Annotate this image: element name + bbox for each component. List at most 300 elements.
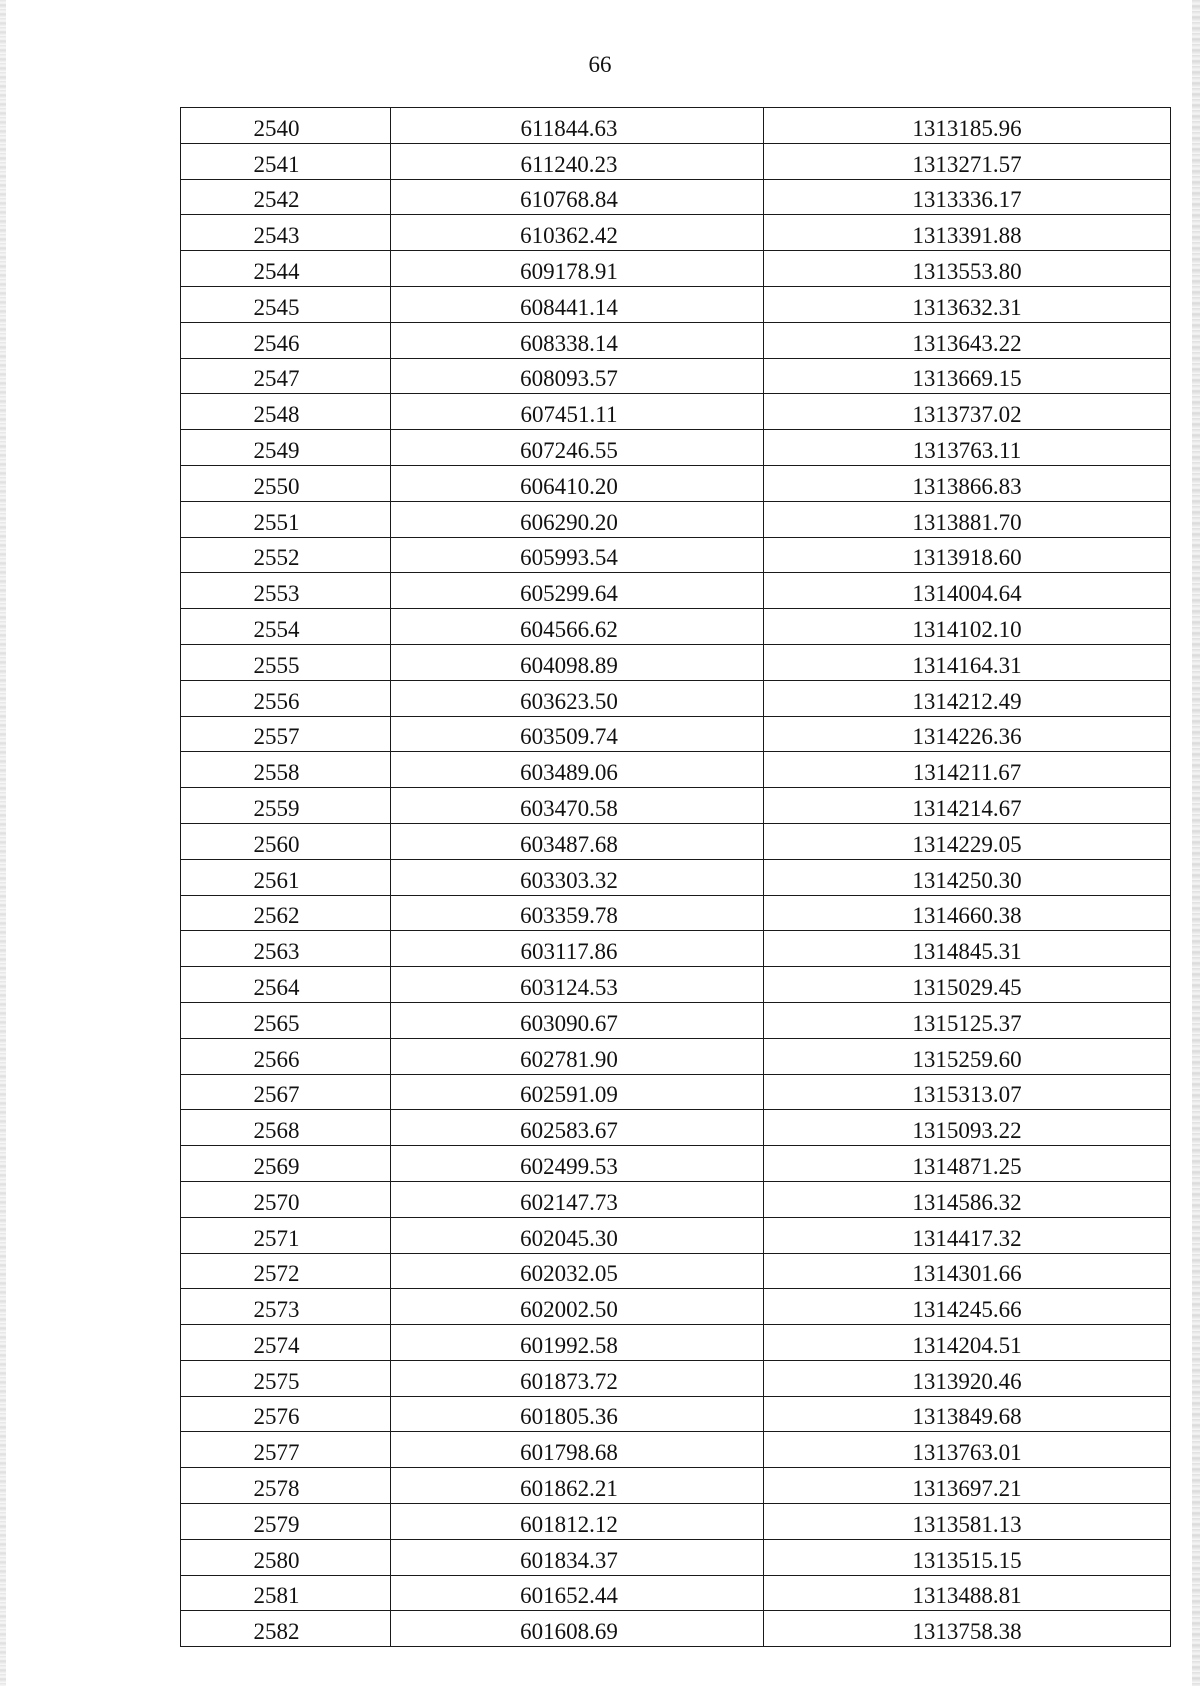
coordinates-table-body	[181, 108, 1171, 1647]
point-id-cell-text: 2575	[253, 1368, 300, 1394]
point-id-cell	[181, 465, 391, 501]
table-row	[181, 716, 1171, 752]
y-coordinate-cell-text: 1313632.31	[912, 294, 1022, 320]
y-coordinate-cell	[764, 465, 1171, 501]
point-id-cell-text: 2551	[253, 509, 300, 535]
point-id-cell	[181, 537, 391, 573]
point-id-cell-text: 2541	[253, 151, 300, 177]
x-coordinate-cell-text: 603623.50	[520, 688, 618, 714]
point-id-cell-text: 2577	[253, 1440, 300, 1466]
y-coordinate-cell-text: 1313737.02	[912, 402, 1022, 428]
x-coordinate-cell-text: 605299.64	[520, 581, 618, 607]
table-row	[181, 1504, 1171, 1540]
point-id-cell-text: 2578	[253, 1476, 300, 1502]
y-coordinate-cell-text: 1314229.05	[912, 831, 1022, 857]
table-row	[181, 1611, 1171, 1647]
y-coordinate-cell-text: 1313849.68	[912, 1404, 1022, 1430]
x-coordinate-cell-text: 603470.58	[520, 795, 618, 821]
point-id-cell	[181, 967, 391, 1003]
point-id-cell	[181, 251, 391, 287]
x-coordinate-cell-text: 602045.30	[520, 1225, 618, 1251]
y-coordinate-cell-text: 1314211.67	[912, 760, 1022, 786]
table-row	[181, 1146, 1171, 1182]
y-coordinate-cell-text: 1313336.17	[912, 187, 1022, 213]
y-coordinate-cell	[764, 1110, 1171, 1146]
point-id-cell-text: 2569	[253, 1153, 300, 1179]
table-row	[181, 1253, 1171, 1289]
x-coordinate-cell-text: 601834.37	[520, 1547, 618, 1573]
point-id-cell	[181, 430, 391, 466]
x-coordinate-cell	[391, 251, 764, 287]
point-id-cell	[181, 1468, 391, 1504]
point-id-cell-text: 2549	[253, 437, 300, 463]
table-row	[181, 823, 1171, 859]
point-id-cell	[181, 1074, 391, 1110]
x-coordinate-cell	[391, 1611, 764, 1647]
x-coordinate-cell-text: 606290.20	[520, 509, 618, 535]
point-id-cell	[181, 716, 391, 752]
y-coordinate-cell-text: 1315259.60	[912, 1046, 1022, 1072]
table-row	[181, 1289, 1171, 1325]
x-coordinate-cell	[391, 358, 764, 394]
table-row	[181, 394, 1171, 430]
y-coordinate-cell-text: 1313881.70	[912, 509, 1022, 535]
point-id-cell	[181, 609, 391, 645]
point-id-cell-text: 2565	[253, 1010, 300, 1036]
x-coordinate-cell	[391, 1002, 764, 1038]
point-id-cell-text: 2554	[253, 616, 300, 642]
table-row	[181, 537, 1171, 573]
table-row	[181, 1325, 1171, 1361]
point-id-cell-text: 2574	[253, 1332, 300, 1358]
x-coordinate-cell-text: 603090.67	[520, 1010, 618, 1036]
point-id-cell-text: 2546	[253, 330, 300, 356]
y-coordinate-cell	[764, 1038, 1171, 1074]
point-id-cell	[181, 1432, 391, 1468]
x-coordinate-cell	[391, 430, 764, 466]
x-coordinate-cell	[391, 1038, 764, 1074]
y-coordinate-cell	[764, 1611, 1171, 1647]
table-row	[181, 573, 1171, 609]
x-coordinate-cell	[391, 1468, 764, 1504]
x-coordinate-cell	[391, 1504, 764, 1540]
x-coordinate-cell-text: 602499.53	[520, 1153, 618, 1179]
x-coordinate-cell-text: 602032.05	[520, 1261, 618, 1287]
point-id-cell	[181, 322, 391, 358]
point-id-cell-text: 2545	[253, 294, 300, 320]
point-id-cell	[181, 1146, 391, 1182]
point-id-cell-text: 2573	[253, 1297, 300, 1323]
point-id-cell-text: 2561	[253, 867, 300, 893]
point-id-cell-text: 2567	[253, 1082, 300, 1108]
x-coordinate-cell-text: 602591.09	[520, 1082, 618, 1108]
x-coordinate-cell-text: 601812.12	[520, 1511, 618, 1537]
y-coordinate-cell-text: 1313581.13	[912, 1511, 1022, 1537]
y-coordinate-cell	[764, 143, 1171, 179]
y-coordinate-cell	[764, 501, 1171, 537]
table-row	[181, 1468, 1171, 1504]
x-coordinate-cell	[391, 823, 764, 859]
point-id-cell-text: 2542	[253, 187, 300, 213]
y-coordinate-cell	[764, 644, 1171, 680]
point-id-cell	[181, 1575, 391, 1611]
y-coordinate-cell-text: 1314214.67	[912, 795, 1022, 821]
x-coordinate-cell	[391, 644, 764, 680]
x-coordinate-cell-text: 607246.55	[520, 437, 618, 463]
table-row	[181, 609, 1171, 645]
point-id-cell-text: 2562	[253, 903, 300, 929]
point-id-cell-text: 2582	[253, 1619, 300, 1645]
x-coordinate-cell-text: 601992.58	[520, 1332, 618, 1358]
table-row	[181, 680, 1171, 716]
point-id-cell-text: 2576	[253, 1404, 300, 1430]
point-id-cell	[181, 895, 391, 931]
y-coordinate-cell-text: 1313669.15	[912, 366, 1022, 392]
x-coordinate-cell	[391, 1325, 764, 1361]
x-coordinate-cell-text: 601608.69	[520, 1619, 618, 1645]
point-id-cell-text: 2548	[253, 402, 300, 428]
x-coordinate-cell	[391, 322, 764, 358]
x-coordinate-cell	[391, 1539, 764, 1575]
x-coordinate-cell-text: 611844.63	[520, 115, 618, 141]
point-id-cell	[181, 394, 391, 430]
table-row	[181, 1432, 1171, 1468]
x-coordinate-cell	[391, 1181, 764, 1217]
x-coordinate-cell	[391, 143, 764, 179]
point-id-cell	[181, 358, 391, 394]
table-row	[181, 1181, 1171, 1217]
point-id-cell	[181, 1253, 391, 1289]
x-coordinate-cell-text: 609178.91	[520, 258, 618, 284]
y-coordinate-cell	[764, 251, 1171, 287]
point-id-cell	[181, 1360, 391, 1396]
y-coordinate-cell	[764, 322, 1171, 358]
table-row	[181, 179, 1171, 215]
y-coordinate-cell-text: 1313488.81	[912, 1583, 1022, 1609]
table-row	[181, 644, 1171, 680]
x-coordinate-cell-text: 604566.62	[520, 616, 618, 642]
x-coordinate-cell-text: 611240.23	[520, 151, 618, 177]
point-id-cell-text: 2550	[253, 473, 300, 499]
x-coordinate-cell-text: 603509.74	[520, 724, 618, 750]
y-coordinate-cell-text: 1313918.60	[912, 545, 1022, 571]
y-coordinate-cell	[764, 1539, 1171, 1575]
point-id-cell	[181, 143, 391, 179]
table-row	[181, 108, 1171, 144]
table-row	[181, 286, 1171, 322]
y-coordinate-cell-text: 1315125.37	[912, 1010, 1022, 1036]
point-id-cell-text: 2560	[253, 831, 300, 857]
y-coordinate-cell-text: 1313758.38	[912, 1619, 1022, 1645]
point-id-cell	[181, 1504, 391, 1540]
x-coordinate-cell-text: 603117.86	[520, 939, 618, 965]
x-coordinate-cell-text: 608338.14	[520, 330, 618, 356]
y-coordinate-cell	[764, 680, 1171, 716]
y-coordinate-cell	[764, 1253, 1171, 1289]
x-coordinate-cell	[391, 1575, 764, 1611]
y-coordinate-cell	[764, 358, 1171, 394]
point-id-cell	[181, 1038, 391, 1074]
table-row	[181, 788, 1171, 824]
point-id-cell	[181, 1181, 391, 1217]
y-coordinate-cell	[764, 788, 1171, 824]
y-coordinate-cell	[764, 179, 1171, 215]
x-coordinate-cell-text: 605993.54	[520, 545, 618, 571]
x-coordinate-cell	[391, 716, 764, 752]
y-coordinate-cell	[764, 1217, 1171, 1253]
y-coordinate-cell	[764, 1146, 1171, 1182]
point-id-cell	[181, 108, 391, 144]
x-coordinate-cell-text: 603303.32	[520, 867, 618, 893]
point-id-cell	[181, 286, 391, 322]
x-coordinate-cell	[391, 1253, 764, 1289]
x-coordinate-cell	[391, 967, 764, 1003]
y-coordinate-cell-text: 1313391.88	[912, 223, 1022, 249]
y-coordinate-cell	[764, 752, 1171, 788]
y-coordinate-cell-text: 1314245.66	[912, 1297, 1022, 1323]
point-id-cell-text: 2557	[253, 724, 300, 750]
x-coordinate-cell-text: 601652.44	[520, 1583, 618, 1609]
coordinates-table	[180, 107, 1171, 1647]
point-id-cell	[181, 215, 391, 251]
point-id-cell	[181, 644, 391, 680]
y-coordinate-cell	[764, 716, 1171, 752]
table-row	[181, 215, 1171, 251]
y-coordinate-cell	[764, 1289, 1171, 1325]
point-id-cell	[181, 179, 391, 215]
y-coordinate-cell-text: 1313920.46	[912, 1368, 1022, 1394]
point-id-cell-text: 2568	[253, 1118, 300, 1144]
table-row	[181, 501, 1171, 537]
y-coordinate-cell	[764, 430, 1171, 466]
y-coordinate-cell-text: 1313763.01	[912, 1440, 1022, 1466]
y-coordinate-cell	[764, 1002, 1171, 1038]
y-coordinate-cell	[764, 1575, 1171, 1611]
table-row	[181, 895, 1171, 931]
x-coordinate-cell-text: 603359.78	[520, 903, 618, 929]
point-id-cell	[181, 1217, 391, 1253]
point-id-cell	[181, 859, 391, 895]
y-coordinate-cell-text: 1313763.11	[912, 437, 1022, 463]
point-id-cell	[181, 788, 391, 824]
x-coordinate-cell	[391, 895, 764, 931]
y-coordinate-cell-text: 1313866.83	[912, 473, 1022, 499]
point-id-cell	[181, 501, 391, 537]
point-id-cell-text: 2566	[253, 1046, 300, 1072]
point-id-cell	[181, 931, 391, 967]
x-coordinate-cell	[391, 680, 764, 716]
y-coordinate-cell-text: 1313185.96	[912, 115, 1022, 141]
x-coordinate-cell-text: 610768.84	[520, 187, 618, 213]
table-row	[181, 143, 1171, 179]
table-row	[181, 1074, 1171, 1110]
x-coordinate-cell-text: 608441.14	[520, 294, 618, 320]
y-coordinate-cell	[764, 609, 1171, 645]
y-coordinate-cell	[764, 1181, 1171, 1217]
y-coordinate-cell-text: 1314660.38	[912, 903, 1022, 929]
x-coordinate-cell	[391, 1289, 764, 1325]
table-row	[181, 967, 1171, 1003]
x-coordinate-cell-text: 602147.73	[520, 1189, 618, 1215]
point-id-cell-text: 2558	[253, 760, 300, 786]
x-coordinate-cell-text: 601862.21	[520, 1476, 618, 1502]
table-row	[181, 251, 1171, 287]
x-coordinate-cell	[391, 1360, 764, 1396]
y-coordinate-cell-text: 1313515.15	[912, 1547, 1022, 1573]
x-coordinate-cell	[391, 752, 764, 788]
table-row	[181, 1575, 1171, 1611]
x-coordinate-cell	[391, 931, 764, 967]
table-row	[181, 859, 1171, 895]
y-coordinate-cell-text: 1314226.36	[912, 724, 1022, 750]
table-row	[181, 1002, 1171, 1038]
point-id-cell	[181, 1396, 391, 1432]
y-coordinate-cell	[764, 1468, 1171, 1504]
y-coordinate-cell	[764, 1396, 1171, 1432]
y-coordinate-cell	[764, 1432, 1171, 1468]
x-coordinate-cell	[391, 537, 764, 573]
y-coordinate-cell	[764, 286, 1171, 322]
table-row	[181, 1539, 1171, 1575]
point-id-cell	[181, 1539, 391, 1575]
point-id-cell-text: 2559	[253, 795, 300, 821]
y-coordinate-cell	[764, 1360, 1171, 1396]
point-id-cell-text: 2540	[253, 115, 300, 141]
point-id-cell-text: 2571	[253, 1225, 300, 1251]
y-coordinate-cell-text: 1314417.32	[912, 1225, 1022, 1251]
x-coordinate-cell	[391, 465, 764, 501]
y-coordinate-cell-text: 1314204.51	[912, 1332, 1022, 1358]
x-coordinate-cell	[391, 1074, 764, 1110]
table-row	[181, 1038, 1171, 1074]
table-row	[181, 752, 1171, 788]
point-id-cell	[181, 1325, 391, 1361]
point-id-cell-text: 2570	[253, 1189, 300, 1215]
x-coordinate-cell-text: 603487.68	[520, 831, 618, 857]
point-id-cell-text: 2563	[253, 939, 300, 965]
point-id-cell	[181, 752, 391, 788]
point-id-cell-text: 2544	[253, 258, 300, 284]
y-coordinate-cell	[764, 573, 1171, 609]
y-coordinate-cell-text: 1313697.21	[912, 1476, 1022, 1502]
y-coordinate-cell	[764, 895, 1171, 931]
y-coordinate-cell	[764, 1504, 1171, 1540]
point-id-cell-text: 2564	[253, 974, 300, 1000]
y-coordinate-cell-text: 1314871.25	[912, 1153, 1022, 1179]
x-coordinate-cell-text: 606410.20	[520, 473, 618, 499]
table-row	[181, 1217, 1171, 1253]
x-coordinate-cell-text: 601873.72	[520, 1368, 618, 1394]
x-coordinate-cell-text: 602781.90	[520, 1046, 618, 1072]
point-id-cell-text: 2547	[253, 366, 300, 392]
y-coordinate-cell	[764, 859, 1171, 895]
point-id-cell	[181, 1002, 391, 1038]
x-coordinate-cell-text: 601805.36	[520, 1404, 618, 1430]
point-id-cell-text: 2543	[253, 223, 300, 249]
y-coordinate-cell	[764, 394, 1171, 430]
x-coordinate-cell-text: 603124.53	[520, 974, 618, 1000]
x-coordinate-cell-text: 608093.57	[520, 366, 618, 392]
x-coordinate-cell	[391, 1432, 764, 1468]
table-row	[181, 1396, 1171, 1432]
x-coordinate-cell	[391, 859, 764, 895]
point-id-cell-text: 2552	[253, 545, 300, 571]
y-coordinate-cell-text: 1315093.22	[912, 1118, 1022, 1144]
x-coordinate-cell	[391, 394, 764, 430]
y-coordinate-cell-text: 1313643.22	[912, 330, 1022, 356]
x-coordinate-cell	[391, 286, 764, 322]
y-coordinate-cell-text: 1314004.64	[912, 581, 1022, 607]
x-coordinate-cell-text: 602002.50	[520, 1297, 618, 1323]
x-coordinate-cell-text: 610362.42	[520, 223, 618, 249]
table-row	[181, 465, 1171, 501]
x-coordinate-cell	[391, 573, 764, 609]
table-row	[181, 931, 1171, 967]
point-id-cell-text: 2556	[253, 688, 300, 714]
y-coordinate-cell-text: 1315029.45	[912, 974, 1022, 1000]
point-id-cell	[181, 1611, 391, 1647]
y-coordinate-cell	[764, 215, 1171, 251]
y-coordinate-cell	[764, 537, 1171, 573]
point-id-cell-text: 2580	[253, 1547, 300, 1573]
point-id-cell-text: 2572	[253, 1261, 300, 1287]
table-row	[181, 1360, 1171, 1396]
y-coordinate-cell-text: 1314250.30	[912, 867, 1022, 893]
y-coordinate-cell-text: 1313271.57	[912, 151, 1022, 177]
y-coordinate-cell	[764, 108, 1171, 144]
x-coordinate-cell	[391, 108, 764, 144]
point-id-cell	[181, 1289, 391, 1325]
x-coordinate-cell	[391, 501, 764, 537]
x-coordinate-cell-text: 603489.06	[520, 760, 618, 786]
table-row	[181, 358, 1171, 394]
point-id-cell-text: 2579	[253, 1511, 300, 1537]
y-coordinate-cell-text: 1315313.07	[912, 1082, 1022, 1108]
x-coordinate-cell	[391, 215, 764, 251]
point-id-cell	[181, 573, 391, 609]
y-coordinate-cell-text: 1314845.31	[912, 939, 1022, 965]
point-id-cell-text: 2553	[253, 581, 300, 607]
y-coordinate-cell-text: 1314301.66	[912, 1261, 1022, 1287]
point-id-cell-text: 2581	[253, 1583, 300, 1609]
x-coordinate-cell-text: 607451.11	[520, 402, 618, 428]
x-coordinate-cell	[391, 1396, 764, 1432]
y-coordinate-cell	[764, 967, 1171, 1003]
x-coordinate-cell-text: 604098.89	[520, 652, 618, 678]
table-row	[181, 430, 1171, 466]
y-coordinate-cell-text: 1314102.10	[912, 616, 1022, 642]
table-row	[181, 322, 1171, 358]
y-coordinate-cell-text: 1314212.49	[912, 688, 1022, 714]
x-coordinate-cell	[391, 609, 764, 645]
y-coordinate-cell	[764, 931, 1171, 967]
y-coordinate-cell-text: 1313553.80	[912, 258, 1022, 284]
y-coordinate-cell	[764, 823, 1171, 859]
y-coordinate-cell-text: 1314586.32	[912, 1189, 1022, 1215]
point-id-cell	[181, 823, 391, 859]
x-coordinate-cell	[391, 1110, 764, 1146]
x-coordinate-cell	[391, 788, 764, 824]
x-coordinate-cell	[391, 1146, 764, 1182]
y-coordinate-cell-text: 1314164.31	[912, 652, 1022, 678]
table-row	[181, 1110, 1171, 1146]
page-number: 66	[588, 52, 612, 77]
y-coordinate-cell	[764, 1074, 1171, 1110]
scan-edge-left	[0, 0, 6, 1686]
x-coordinate-cell	[391, 179, 764, 215]
point-id-cell	[181, 1110, 391, 1146]
x-coordinate-cell-text: 601798.68	[520, 1440, 618, 1466]
